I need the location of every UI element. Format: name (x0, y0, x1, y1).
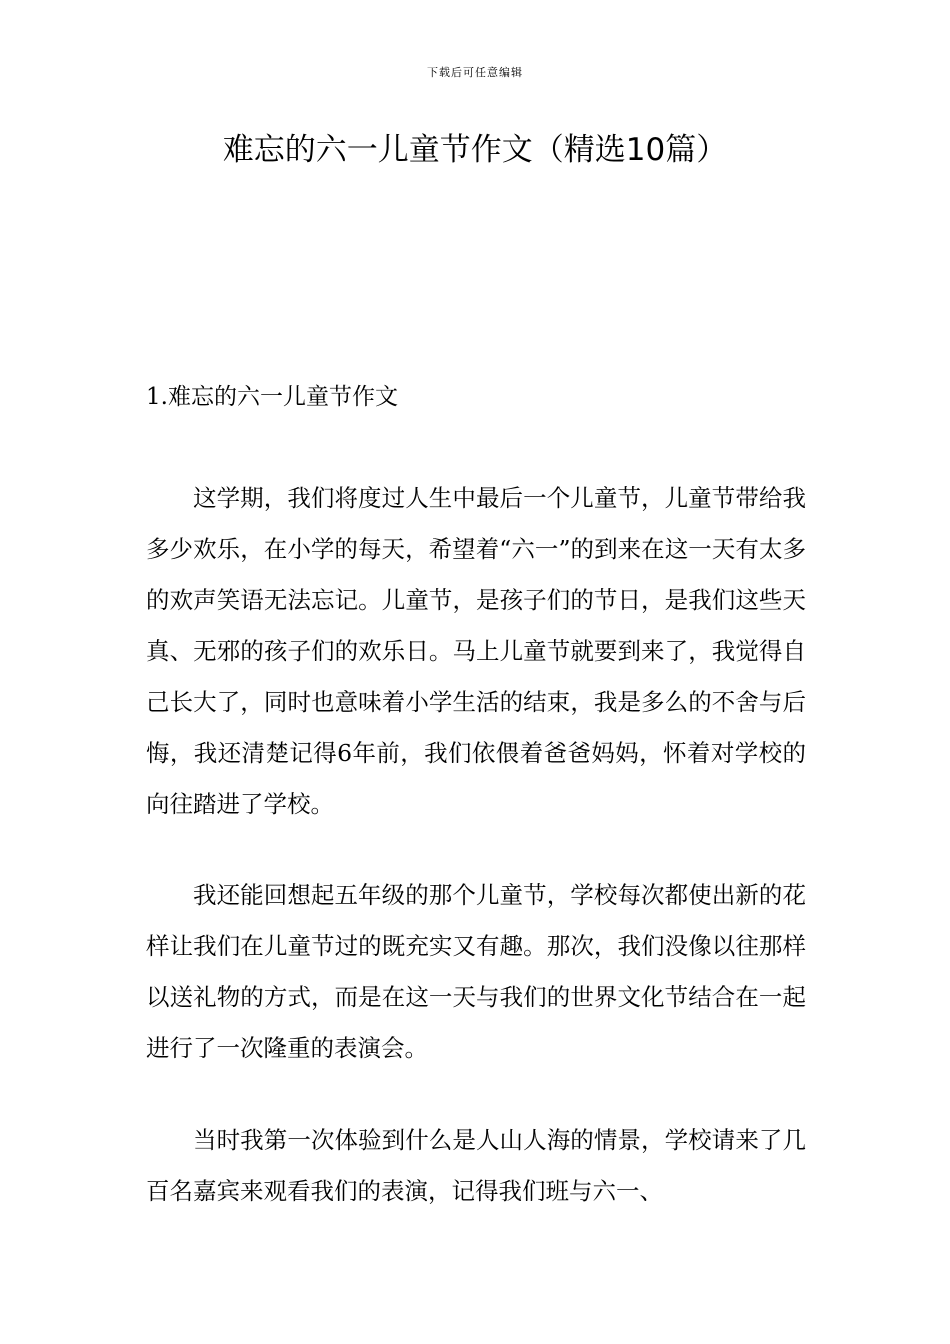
section-heading: 1.难忘的六一儿童节作文 (146, 384, 398, 410)
paragraph-2: 我还能回想起五年级的那个儿童节，学校每次都使出新的花样让我们在儿童节过的既充实又有趣。那次，我们没像以往那样以送礼物的方式，而是在这一天与我们的世界文化节结合在一起进行了一次隆重的表演会。 (146, 881, 806, 1062)
document-title: 难忘的六一儿童节作文（精选10篇） (222, 132, 728, 168)
header-note: 下载后可任意编辑 (427, 66, 523, 79)
paragraph-1: 这学期，我们将度过人生中最后一个儿童节，儿童节带给我多少欢乐，在小学的每天，希望着“六一”的到来在这一天有太多的欢声笑语无法忘记。儿童节，是孩子们的节日，是我们这些天真、无邪的孩子们的欢乐日。马上儿童节就要到来了，我觉得自己长大了，同时也意味着小学生活的结束，我是多么的不舍与后悔，我还清楚记得6年前，我们依偎着爸爸妈妈，怀着对学校的向往踏进了学校。 (146, 484, 806, 818)
paragraph-3: 当时我第一次体验到什么是人山人海的情景，学校请来了几百名嘉宾来观看我们的表演，记得我们班与六一、 (146, 1126, 806, 1205)
